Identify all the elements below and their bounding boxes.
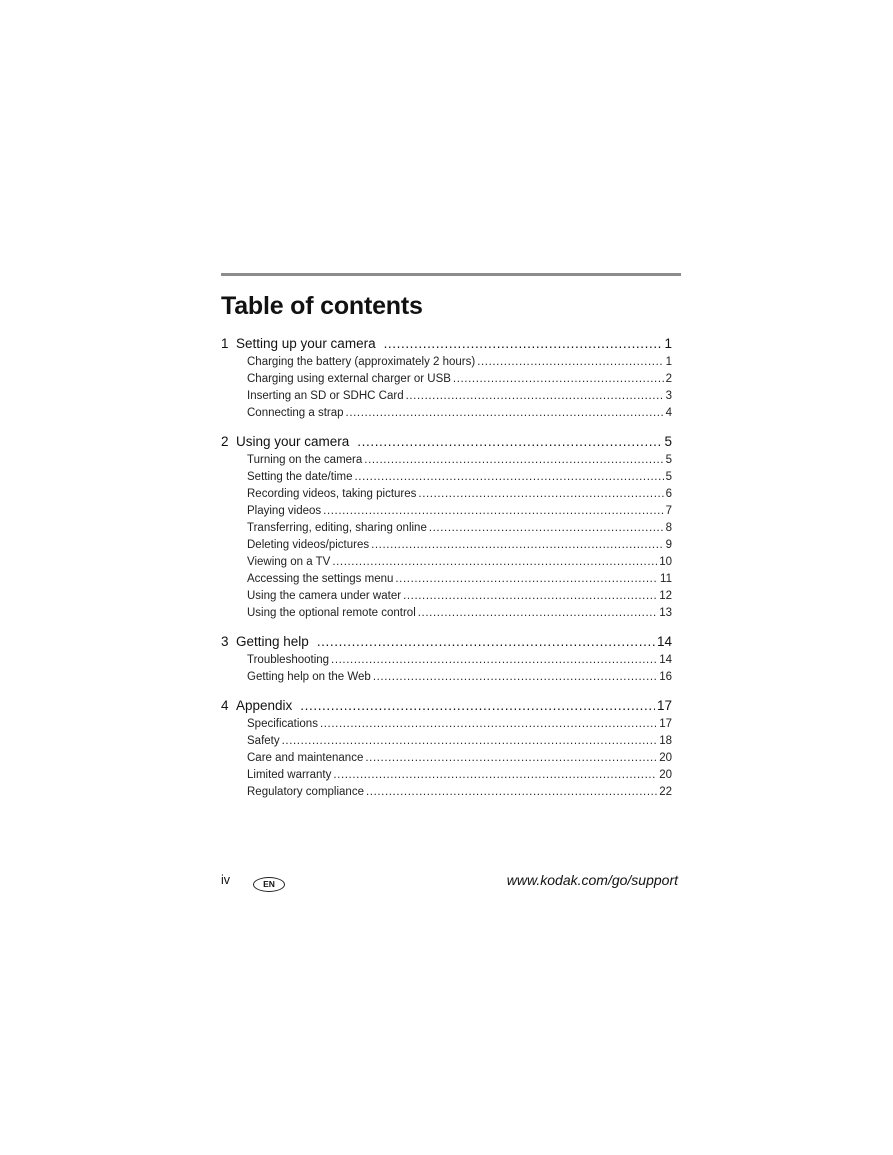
toc-section-entry[interactable]: [221, 373, 672, 390]
toc-chapter-entry[interactable]: [221, 336, 672, 356]
chapter-page-number: 14: [656, 634, 672, 649]
toc-section-entry[interactable]: [221, 407, 672, 424]
toc-section-entry[interactable]: [221, 390, 672, 407]
section-page-number: 13: [659, 607, 672, 619]
section-title: Using the camera under water: [247, 590, 402, 602]
chapter-title: Appendix: [236, 698, 293, 713]
dot-leader: [332, 556, 657, 568]
chapter-number: 4: [221, 698, 229, 713]
toc-section-entry[interactable]: [221, 454, 672, 471]
toc-section-entry[interactable]: [221, 556, 672, 573]
header-rule: [221, 273, 681, 276]
chapter-number: 2: [221, 434, 229, 449]
toc-chapter: [221, 434, 672, 624]
section-title: Limited warranty: [247, 769, 332, 781]
dot-leader: [384, 336, 663, 351]
dot-leader: [403, 590, 657, 602]
section-title: Inserting an SD or SDHC Card: [247, 390, 404, 402]
dot-leader: [357, 434, 662, 449]
toc-section-entry[interactable]: [221, 505, 672, 522]
chapter-title: Using your camera: [236, 434, 350, 449]
dot-leader: [373, 671, 657, 683]
section-title: Troubleshooting: [247, 654, 330, 666]
toc-section-entry[interactable]: [221, 522, 672, 539]
chapter-page-number: 5: [664, 434, 672, 449]
section-title: Charging using external charger or USB: [247, 373, 451, 385]
section-page-number: 7: [665, 505, 672, 517]
toc-chapter-entry[interactable]: [221, 634, 672, 654]
section-title: Connecting a strap: [247, 407, 344, 419]
toc-section-entry[interactable]: [221, 539, 672, 556]
chapter-title: Setting up your camera: [236, 336, 376, 351]
section-page-number: 10: [659, 556, 672, 568]
toc-section-entry[interactable]: [221, 488, 672, 505]
chapter-page-number: 17: [656, 698, 672, 713]
toc-chapter-entry[interactable]: [221, 434, 672, 454]
toc-section-entry[interactable]: [221, 654, 672, 671]
section-page-number: 5: [665, 454, 672, 466]
toc-section-entry[interactable]: [221, 590, 672, 607]
section-page-number: 11: [660, 573, 672, 585]
section-page-number: 20: [659, 752, 672, 764]
dot-leader: [406, 390, 664, 402]
dot-leader: [323, 505, 663, 517]
section-title: Regulatory compliance: [247, 786, 364, 798]
chapter-number: 3: [221, 634, 229, 649]
toc-section-entry[interactable]: [221, 752, 672, 769]
section-page-number: 1: [665, 356, 672, 368]
toc-chapter: [221, 634, 672, 688]
section-page-number: 4: [665, 407, 672, 419]
section-page-number: 12: [659, 590, 672, 602]
section-title: Deleting videos/pictures: [247, 539, 370, 551]
section-title: Accessing the settings menu: [247, 573, 394, 585]
dot-leader: [364, 454, 663, 466]
section-page-number: 14: [659, 654, 672, 666]
dot-leader: [477, 356, 663, 368]
page-title: Table of contents: [221, 292, 423, 320]
toc-chapter-entry[interactable]: [221, 698, 672, 718]
toc-section-entry[interactable]: [221, 607, 672, 624]
dot-leader: [418, 488, 663, 500]
chapter-number: 1: [221, 336, 229, 351]
section-page-number: 20: [659, 769, 672, 781]
section-page-number: 5: [665, 471, 672, 483]
section-page-number: 22: [659, 786, 672, 798]
dot-leader: [346, 407, 664, 419]
section-title: Getting help on the Web: [247, 671, 371, 683]
section-page-number: 17: [659, 718, 672, 730]
toc-section-entry[interactable]: [221, 769, 672, 786]
dot-leader: [429, 522, 664, 534]
toc-list: [221, 336, 672, 813]
language-badge: EN: [253, 877, 285, 892]
dot-leader: [365, 752, 657, 764]
support-url: www.kodak.com/go/support: [506, 872, 678, 888]
toc-section-entry[interactable]: [221, 356, 672, 373]
dot-leader: [418, 607, 657, 619]
section-page-number: 18: [659, 735, 672, 747]
dot-leader: [371, 539, 664, 551]
section-title: Turning on the camera: [247, 454, 363, 466]
section-title: Safety: [247, 735, 280, 747]
chapter-title: Getting help: [236, 634, 309, 649]
section-title: Playing videos: [247, 505, 322, 517]
chapter-page-number: 1: [664, 336, 672, 351]
page-number: iv: [221, 873, 231, 887]
section-page-number: 3: [665, 390, 672, 402]
toc-section-entry[interactable]: [221, 671, 672, 688]
toc-section-entry[interactable]: [221, 573, 672, 590]
section-page-number: 9: [665, 539, 672, 551]
section-title: Specifications: [247, 718, 318, 730]
dot-leader: [331, 654, 657, 666]
dot-leader: [395, 573, 658, 585]
toc-section-entry[interactable]: [221, 735, 672, 752]
section-title: Recording videos, taking pictures: [247, 488, 417, 500]
section-page-number: 6: [665, 488, 672, 500]
section-page-number: 16: [659, 671, 672, 683]
section-title: Using the optional remote control: [247, 607, 416, 619]
section-title: Charging the battery (approximately 2 hours): [247, 356, 476, 368]
section-title: Viewing on a TV: [247, 556, 331, 568]
document-page: [221, 0, 681, 1155]
dot-leader: [320, 718, 657, 730]
toc-chapter: [221, 698, 672, 803]
dot-leader: [300, 698, 655, 713]
dot-leader: [333, 769, 657, 781]
dot-leader: [354, 471, 663, 483]
toc-section-entry[interactable]: [221, 471, 672, 488]
section-title: Care and maintenance: [247, 752, 364, 764]
toc-section-entry[interactable]: [221, 786, 672, 803]
toc-chapter: [221, 336, 672, 424]
dot-leader: [453, 373, 664, 385]
dot-leader: [317, 634, 655, 649]
section-title: Setting the date/time: [247, 471, 353, 483]
section-page-number: 8: [665, 522, 672, 534]
dot-leader: [282, 735, 658, 747]
section-title: Transferring, editing, sharing online: [247, 522, 427, 534]
dot-leader: [366, 786, 657, 798]
toc-section-entry[interactable]: [221, 718, 672, 735]
section-page-number: 2: [665, 373, 672, 385]
